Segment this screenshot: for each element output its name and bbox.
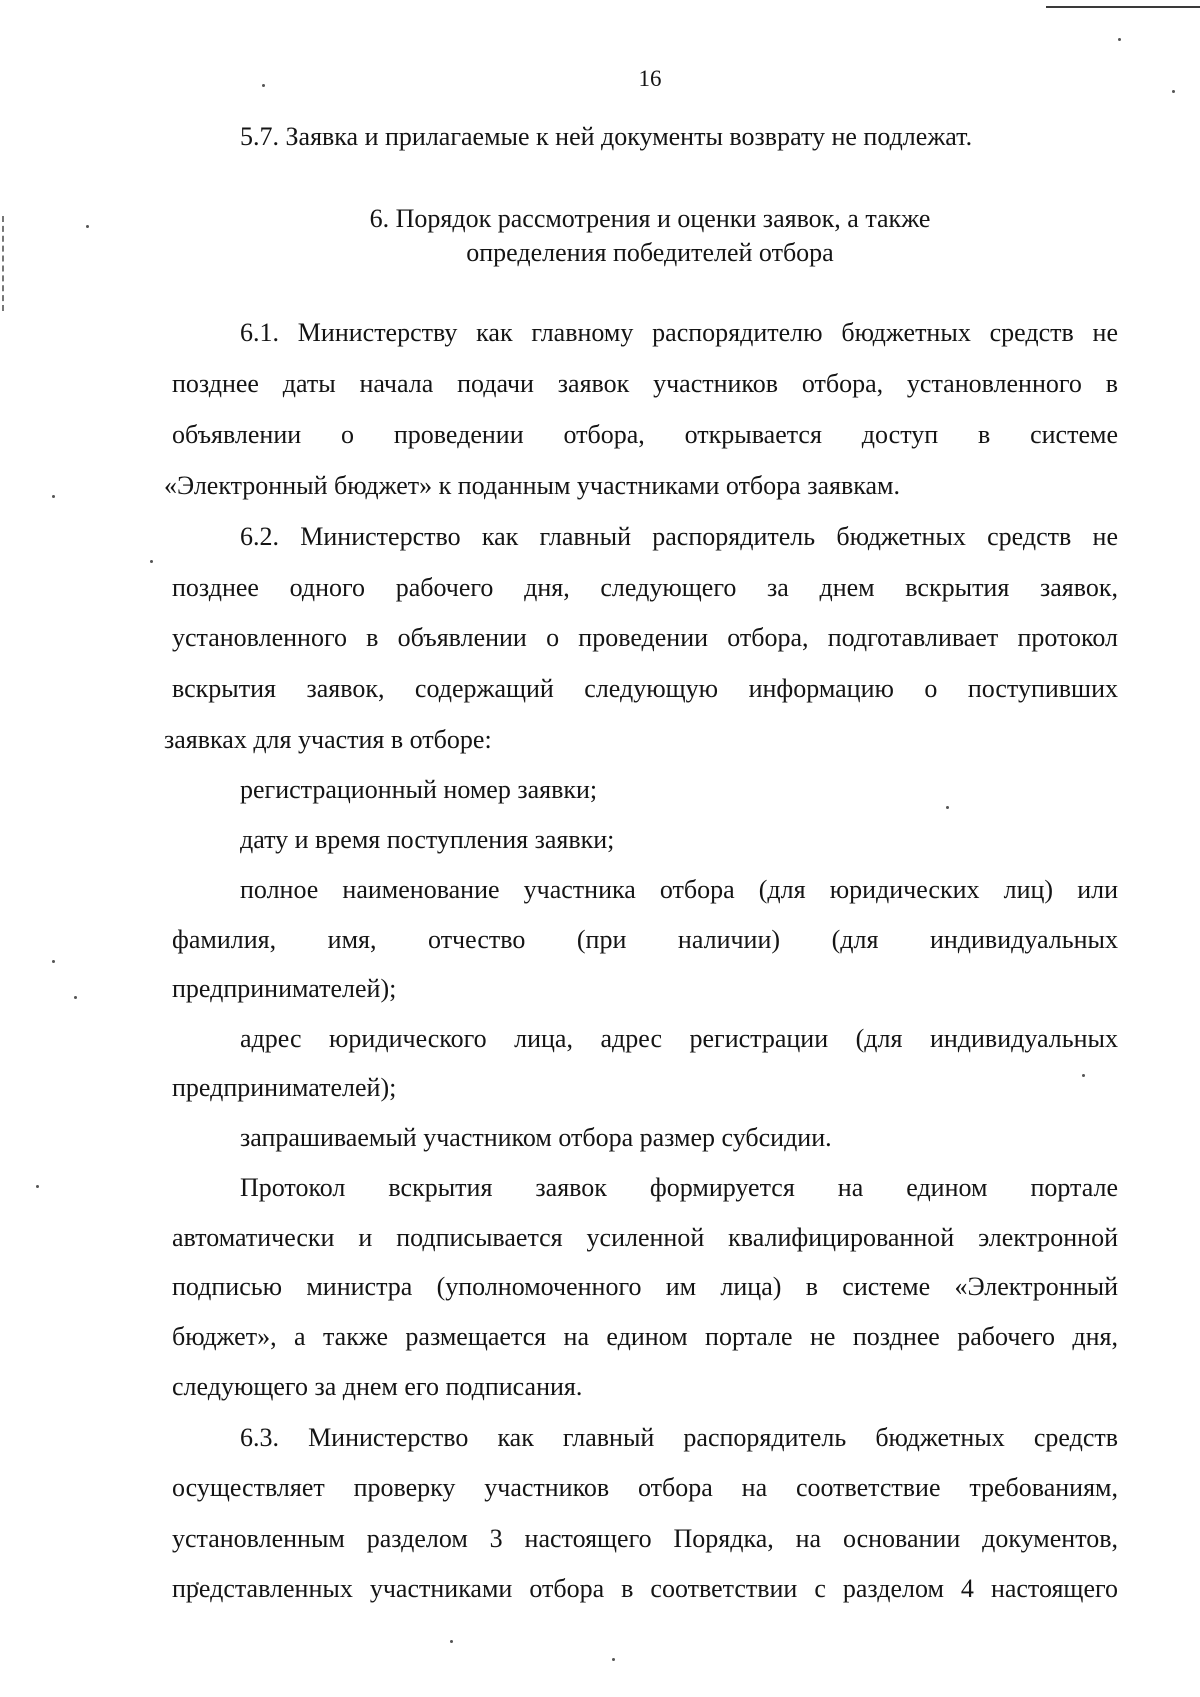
paragraph-6-1-line: «Электронный бюджет» к поданным участниками отбора заявкам.	[164, 471, 900, 500]
paragraph-5-7: 5.7. Заявка и прилагаемые к ней документы возврату не подлежат.	[240, 122, 973, 151]
scan-speck	[150, 560, 153, 563]
paragraph-6-2-line: установленного в объявлении о проведении отбора, подготавливает протокол	[172, 623, 1118, 652]
list-item-subsidy-size: запрашиваемый участником отбора размер субсидии.	[240, 1123, 832, 1152]
scan-speck	[450, 1640, 453, 1643]
list-item-reg-number: регистрационный номер заявки;	[240, 775, 598, 804]
scan-speck	[1118, 38, 1121, 41]
paragraph-6-3-line: установленным разделом 3 настоящего Порядка, на основании документов,	[172, 1524, 1118, 1553]
protocol-paragraph-line: следующего за днем его подписания.	[172, 1372, 583, 1401]
scan-speck	[86, 225, 89, 228]
scan-speck	[946, 806, 949, 809]
paragraph-6-1-line: 6.1. Министерству как главному распорядителю бюджетных средств не	[240, 318, 1118, 347]
paragraph-6-1-line: позднее даты начала подачи заявок участников отбора, установленного в	[172, 369, 1118, 398]
top-edge-rule	[1046, 6, 1200, 8]
scan-speck	[1082, 1074, 1085, 1077]
list-item-full-name-line: предпринимателей);	[172, 974, 397, 1003]
paragraph-6-2-line: вскрытия заявок, содержащий следующую информацию о поступивших	[172, 674, 1118, 703]
page-number: 16	[638, 66, 662, 91]
paragraph-6-3-line: представленных участниками отбора в соответствии с разделом 4 настоящего	[172, 1574, 1118, 1603]
scan-speck	[612, 1658, 615, 1661]
paragraph-6-1-line: объявлении о проведении отбора, открывается доступ в системе	[172, 420, 1118, 449]
paragraph-6-3-line: осуществляет проверку участников отбора на соответствие требованиям,	[172, 1473, 1118, 1502]
paragraph-6-2-line: позднее одного рабочего дня, следующего за днем вскрытия заявок,	[172, 573, 1118, 602]
paragraph-6-3-line: 6.3. Министерство как главный распорядитель бюджетных средств	[240, 1423, 1118, 1452]
scan-edge-marks	[2, 216, 6, 311]
scan-speck	[52, 495, 55, 498]
list-item-address-line: предпринимателей);	[172, 1073, 397, 1102]
list-item-full-name-line: полное наименование участника отбора (для юридических лиц) или	[240, 875, 1118, 904]
list-item-date-time: дату и время поступления заявки;	[240, 825, 615, 854]
scan-speck	[52, 960, 55, 963]
paragraph-6-2-line: заявках для участия в отборе:	[164, 725, 492, 754]
scan-speck	[74, 996, 77, 999]
section-heading-line-2: определения победителей отбора	[466, 238, 834, 267]
protocol-paragraph-line: подписью министра (уполномоченного им лица) в системе «Электронный	[172, 1272, 1118, 1301]
section-heading-line-1: 6. Порядок рассмотрения и оценки заявок, а также	[369, 204, 931, 233]
protocol-paragraph-line: автоматически и подписывается усиленной квалифицированной электронной	[172, 1223, 1118, 1252]
list-item-address-line: адрес юридического лица, адрес регистрации (для индивидуальных	[240, 1024, 1118, 1053]
protocol-paragraph-line: Протокол вскрытия заявок формируется на едином портале	[240, 1173, 1118, 1202]
protocol-paragraph-line: бюджет», а также размещается на едином портале не позднее рабочего дня,	[172, 1322, 1118, 1351]
scan-speck	[36, 1185, 39, 1188]
paragraph-6-2-line: 6.2. Министерство как главный распорядитель бюджетных средств не	[240, 522, 1118, 551]
list-item-full-name-line: фамилия, имя, отчество (при наличии) (для индивидуальных	[172, 925, 1118, 954]
